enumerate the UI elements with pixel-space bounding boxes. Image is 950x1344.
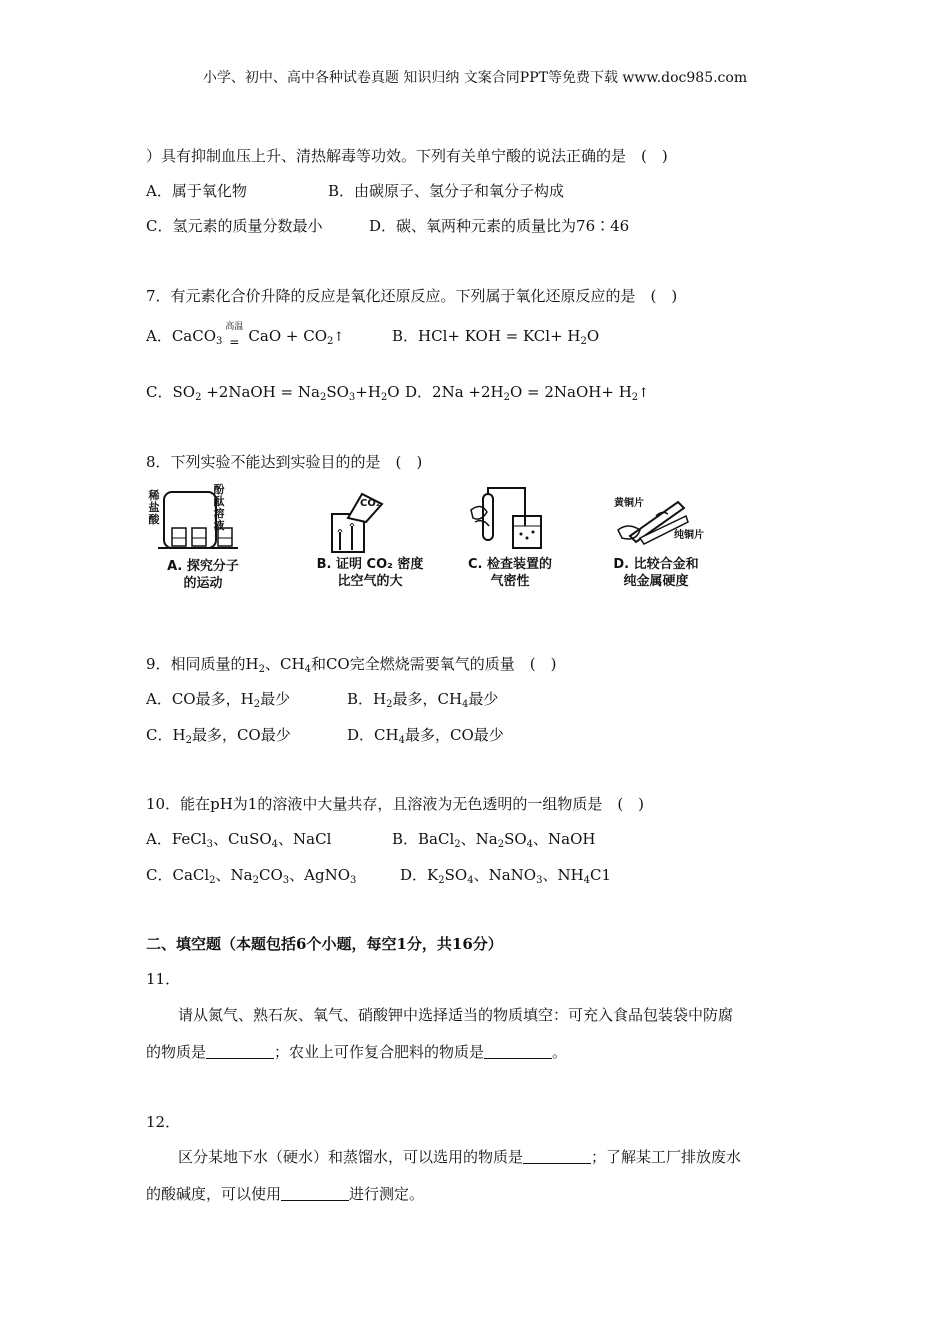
q6-option-b: B．由碳原子、氢分子和氧分子构成 [328,182,565,200]
sub-2: 2 [454,839,461,850]
fig-d-caption [600,556,712,590]
q9-b-2: 最多，CH [392,690,463,708]
q9-c-2: 最多，CO最少 [191,726,291,744]
sub-2: 2 [580,336,587,347]
figure-d [600,486,720,596]
sub-3: 3 [350,875,357,886]
q12-line1 [178,1147,741,1167]
q6-option-c: C．氢元素的质量分数最小 [146,217,323,235]
page-header: 小学、初中、高中各种试卷真题 知识归纳 文案合同PPT等免费下载 www.doc985.com [202,70,748,86]
q11-line2c: 。 [552,1043,568,1061]
q11-number: 11． [146,970,181,988]
sub-4: 4 [583,875,591,886]
fig-b-gas-tag: CO₂ [360,498,381,509]
q9-a-1: A．CO最多，H [146,690,254,708]
q10-d-2: SO [444,866,468,884]
condition-text: 高温 [225,322,244,332]
q9-stem-2: 、CH [265,655,305,673]
q7-stem: 7．有元素化合价升降的反应是氧化还原反应。下列属于氧化还原反应的是 ( ) [146,287,678,305]
q10-option-a [146,829,331,849]
q7-option-c [146,382,400,402]
sub-2: 2 [253,699,261,710]
q10-b-4: 、NaOH [533,830,596,848]
sub-2: 2 [185,735,192,746]
sub-2: 2 [386,699,393,710]
q10-b-2: 、Na [460,830,498,848]
fig-d-label-copper: 纯铜片 [674,530,704,541]
q11-line2a: 的物质是 [146,1043,207,1061]
sub-4: 4 [462,699,469,710]
fig-d-apparatus-icon [600,486,720,556]
q7-c-mid: +2NaOH = Na [201,383,320,401]
q12-line2b: 进行测定。 [349,1185,425,1203]
fig-c-apparatus-icon [455,486,575,556]
q9-option-c [146,725,291,745]
q10-c-2: 、Na [215,866,253,884]
fig-d-label-brass: 黄铜片 [614,498,644,509]
sub-2: 2 [327,336,334,347]
sub-4: 4 [398,735,405,746]
section-title: 二、填空题（本题包括6个小题，每空1分，共16分） [146,935,503,953]
sub-4: 4 [467,875,474,886]
fig-b-caption [300,556,440,590]
q7-a-products: CaO + CO [248,327,328,345]
q11-line2 [146,1042,567,1062]
q9-b-3: 最少 [468,690,499,708]
q12-line2 [146,1184,424,1204]
q10-b-1: B．BaCl [392,830,455,848]
sub-2: 2 [438,875,445,886]
q10-a-1: A．FeCl [146,830,207,848]
sub-2: 2 [252,875,259,886]
q7-c-tail: +H [355,383,381,401]
q9-b-1: B．H [347,690,387,708]
q9-d-2: 最多，CO最少 [404,726,504,744]
fig-c-caption [455,556,565,590]
q9-option-b [347,689,498,709]
fig-b-caption-text: B. 证明 CO₂ 密度 比空气的大 [316,557,424,589]
figure-b [300,488,440,598]
sub-3: 3 [206,839,213,850]
q10-d-3: 、NaNO [473,866,537,884]
q10-c-3: CO [259,866,283,884]
q11-line2b: ；农业上可作复合肥料的物质是 [274,1043,485,1061]
fig-a-caption-text: A. 探究分子 的运动 [167,559,239,591]
fig-a-left-label: 稀盐酸 [148,489,160,526]
q12-line1b: ；了解某工厂排放废水 [591,1148,742,1166]
q7-b-text: B．HCl+ KOH = KCl+ H [392,327,581,345]
sub-3: 3 [536,875,543,886]
q7-c-mid2: SO [326,383,349,401]
fig-c-caption-text: C. 检查装置的 气密性 [467,557,552,589]
q6-option-a: A．属于氧化物 [146,182,247,200]
q10-option-b [392,829,596,849]
q10-c-4: 、AgNO [289,866,351,884]
reaction-condition [224,322,244,349]
answer-blank[interactable] [281,1184,349,1201]
q10-d-4: 、NH [542,866,584,884]
fig-a-caption [148,558,258,592]
q6-stem: ）具有抑制血压上升、清热解毒等功效。下列有关单宁酸的说法正确的是 ( ) [146,147,668,165]
q10-option-c [146,865,356,885]
q10-d-1: D．K [400,866,439,884]
q10-b-3: SO [504,830,527,848]
q9-stem [146,654,556,674]
sub-2: 2 [319,392,327,403]
q7-a-label: A．CaCO [146,327,217,345]
q10-c-1: C．CaCl [146,866,210,884]
q7-option-d [405,382,649,404]
sub-2: 2 [195,392,202,403]
q10-a-3: 、NaCl [278,830,332,848]
q7-option-a [146,322,345,349]
answer-blank[interactable] [206,1042,274,1059]
q9-option-d [347,725,504,745]
gas-arrow-icon: ↑ [638,386,650,401]
sub-4: 4 [526,839,534,850]
q7-d-label: D．2Na +2H [405,383,504,401]
sub-2: 2 [631,392,639,403]
q6-option-d: D．碳、氧两种元素的质量比为76∶46 [369,217,630,235]
sub-2: 2 [380,392,388,403]
figure-c [455,486,575,596]
q12-line2a: 的酸碱度，可以使用 [146,1185,282,1203]
q9-d-1: D．CH [347,726,399,744]
q10-a-2: 、CuSO [212,830,272,848]
fig-a-right-label: 酚酞溶液 [213,483,225,532]
answer-blank[interactable] [484,1042,552,1059]
sub-3: 3 [216,336,223,347]
answer-blank[interactable] [523,1147,591,1164]
q7-c-end: O [387,383,400,401]
sub-2: 2 [497,839,505,850]
q7-b-tail: O [586,327,600,345]
q7-d-mid: O = 2NaOH+ H [509,383,632,401]
q9-a-2: 最少 [260,690,291,708]
fig-d-caption-text: D. 比较合金和 纯金属硬度 [613,557,699,589]
sub-2: 2 [258,664,266,675]
sub-4: 4 [271,839,279,850]
equals-sign: = [229,335,240,349]
q7-c-label: C．SO [146,383,196,401]
q11-line1: 请从氮气、熟石灰、氧气、硝酸钾中选择适当的物质填空：可充入食品包装袋中防腐 [178,1006,734,1024]
q12-number: 12． [146,1113,181,1131]
sub-3: 3 [282,875,290,886]
q10-option-d [400,865,611,885]
sub-3: 3 [348,392,356,403]
sub-4: 4 [304,664,311,675]
q10-d-5: C1 [590,866,612,884]
fig-a-apparatus-icon [140,484,270,564]
q12-line1a: 区分某地下水（硬水）和蒸馏水，可以选用的物质是 [178,1148,524,1166]
sub-2: 2 [503,392,510,403]
gas-arrow-icon: ↑ [333,330,345,345]
q7-option-b [392,326,599,346]
q9-c-1: C．H [146,726,186,744]
q8-stem: 8．下列实验不能达到实验目的的是 ( ) [146,453,423,471]
q9-stem-1: 9．相同质量的H [146,655,259,673]
sub-2: 2 [209,875,216,886]
q10-stem: 10．能在pH为1的溶液中大量共存，且溶液为无色透明的一组物质是 ( ) [146,795,645,813]
figure-a [140,484,270,594]
q9-stem-3: 和CO完全燃烧需要氧气的质量 ( ) [310,655,557,673]
q9-option-a [146,689,290,709]
